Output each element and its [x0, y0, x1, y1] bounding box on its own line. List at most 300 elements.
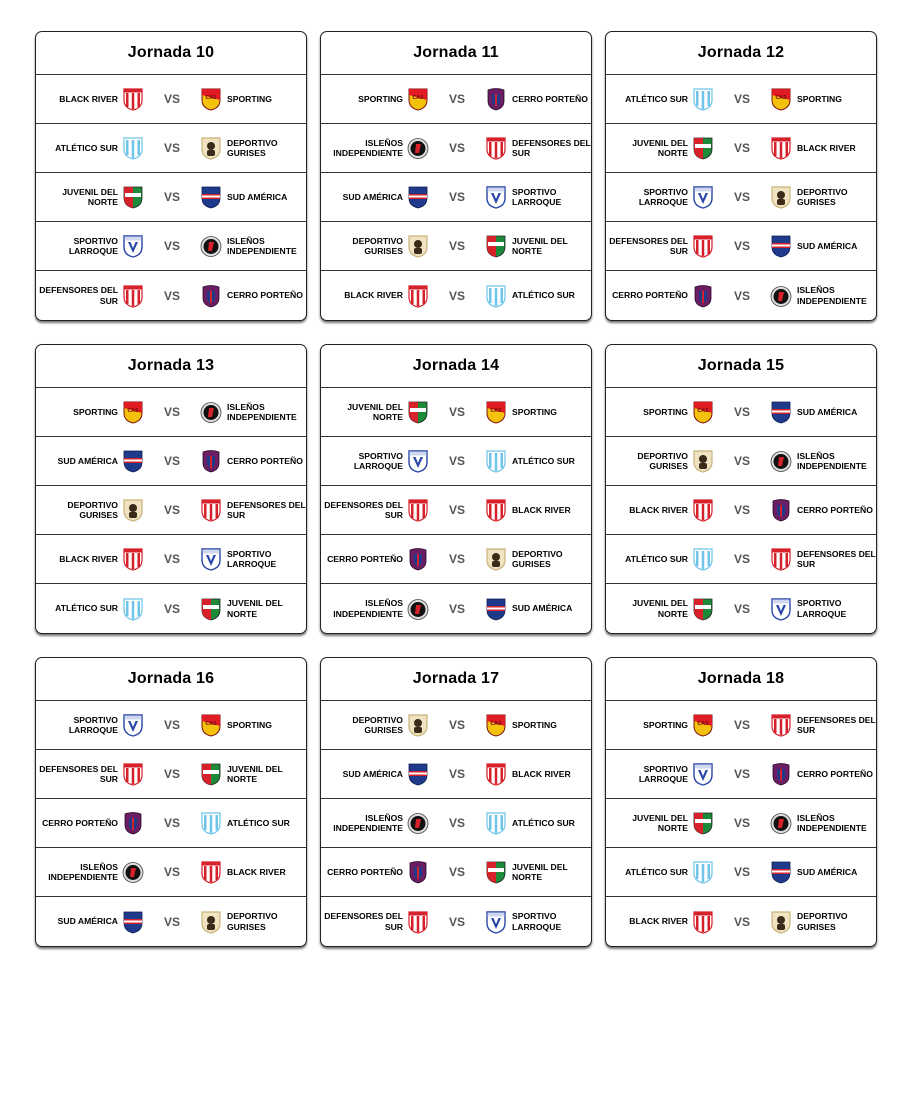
home-team-name: JUVENIL DEL NORTE	[632, 137, 688, 158]
away-team	[200, 498, 306, 522]
black-river-crest-icon	[200, 860, 222, 884]
vs-label: VS	[163, 239, 180, 253]
match-row	[606, 848, 876, 897]
atletico-sur-crest-icon	[122, 597, 144, 621]
defensores-del-sur-crest-icon	[770, 547, 792, 571]
away-team-name: DEPORTIVO GURISES	[227, 137, 278, 158]
away-team	[485, 597, 591, 621]
sud-america-crest-icon	[407, 762, 429, 786]
away-team-name: ATLÉTICO SUR	[512, 455, 575, 466]
away-team	[770, 860, 876, 884]
away-team-name: ISLEÑOS INDEPENDIENTE	[797, 812, 867, 833]
away-team-name: JUVENIL DEL NORTE	[512, 861, 568, 882]
away-team-name: BLACK RIVER	[512, 504, 571, 515]
vs-label: VS	[733, 239, 750, 253]
home-team	[606, 449, 714, 473]
home-team-name: SPORTIVO LARROQUE	[638, 186, 688, 207]
match-row	[321, 701, 591, 750]
black-river-crest-icon	[485, 498, 507, 522]
match-row	[321, 222, 591, 271]
home-team	[36, 185, 144, 209]
home-team-name: DEFENSORES DEL SUR	[39, 285, 118, 306]
vs-label: VS	[733, 190, 750, 204]
match-row	[606, 437, 876, 486]
away-team-name: SPORTIVO LARROQUE	[227, 548, 277, 569]
vs-label: VS	[448, 816, 465, 830]
jornada-title: Jornada 10	[36, 32, 306, 75]
juvenil-del-norte-crest-icon	[692, 597, 714, 621]
away-team-name: DEFENSORES DEL SUR	[512, 137, 591, 158]
home-team-name: DEPORTIVO GURISES	[352, 235, 403, 256]
match-row	[606, 173, 876, 222]
home-team-name: JUVENIL DEL NORTE	[347, 401, 403, 422]
home-team	[321, 87, 429, 111]
vs-label: VS	[163, 141, 180, 155]
cerro-porteno-crest-icon	[122, 811, 144, 835]
away-team-name: CERRO PORTEÑO	[227, 455, 303, 466]
home-team	[36, 860, 144, 884]
vs-label: VS	[163, 288, 180, 303]
away-team	[200, 811, 306, 835]
vs-label: VS	[163, 767, 180, 781]
home-team	[321, 910, 429, 934]
vs-label: VS	[163, 405, 180, 419]
defensores-del-sur-crest-icon	[485, 136, 507, 160]
vs-label: VS	[163, 92, 180, 106]
vs-label: VS	[448, 914, 465, 929]
away-team	[770, 498, 876, 522]
deportivo-gurises-crest-icon	[692, 449, 714, 473]
away-team	[485, 87, 591, 111]
vs-label: VS	[448, 865, 465, 879]
islenos-independiente-crest-icon	[770, 449, 792, 473]
cerro-porteno-crest-icon	[407, 547, 429, 571]
vs-label: VS	[163, 865, 180, 879]
svg-text:CAS: CAS	[490, 408, 502, 414]
away-team	[770, 185, 876, 209]
jornada-card	[35, 31, 307, 321]
cerro-porteno-crest-icon	[200, 449, 222, 473]
cerro-porteno-crest-icon	[407, 860, 429, 884]
away-team-name: CERRO PORTEÑO	[512, 93, 588, 104]
match-row	[606, 750, 876, 799]
match-row	[36, 701, 306, 750]
away-team-name: SPORTIVO LARROQUE	[512, 911, 562, 932]
away-team	[485, 547, 591, 571]
sud-america-crest-icon	[770, 860, 792, 884]
away-team	[485, 860, 591, 884]
jornada-title: Jornada 15	[606, 345, 876, 388]
sportivo-larroque-crest-icon	[485, 910, 507, 934]
sporting-crest-icon	[407, 87, 429, 111]
deportivo-gurises-crest-icon	[200, 910, 222, 934]
home-team	[36, 284, 144, 308]
sud-america-crest-icon	[770, 234, 792, 258]
jornada-card	[35, 657, 307, 947]
match-row	[36, 271, 306, 320]
away-team-name: DEPORTIVO GURISES	[227, 911, 278, 932]
match-row	[321, 799, 591, 848]
sporting-crest-icon	[692, 713, 714, 737]
sportivo-larroque-crest-icon	[407, 449, 429, 473]
away-team	[770, 400, 876, 424]
vs-label: VS	[448, 190, 465, 204]
match-row	[606, 799, 876, 848]
sud-america-crest-icon	[407, 185, 429, 209]
vs-label: VS	[733, 92, 750, 106]
match-row	[606, 222, 876, 271]
home-team	[606, 185, 714, 209]
home-team	[321, 811, 429, 835]
black-river-crest-icon	[692, 498, 714, 522]
islenos-independiente-crest-icon	[770, 811, 792, 835]
sporting-crest-icon	[485, 400, 507, 424]
jornada-card	[605, 31, 877, 321]
away-team	[200, 547, 306, 571]
jornada-title: Jornada 14	[321, 345, 591, 388]
away-team-name: DEFENSORES DEL SUR	[797, 548, 876, 569]
vs-label: VS	[733, 552, 750, 566]
home-team	[606, 713, 714, 737]
away-team	[485, 136, 591, 160]
sud-america-crest-icon	[122, 449, 144, 473]
jornada-title: Jornada 12	[606, 32, 876, 75]
away-team	[485, 910, 591, 934]
match-row	[36, 486, 306, 535]
jornada-card	[605, 657, 877, 947]
away-team	[770, 284, 876, 308]
sporting-crest-icon	[200, 87, 222, 111]
away-team	[770, 713, 876, 737]
match-row	[606, 535, 876, 584]
vs-label: VS	[733, 141, 750, 155]
juvenil-del-norte-crest-icon	[485, 860, 507, 884]
away-team-name: ATLÉTICO SUR	[227, 817, 290, 828]
home-team-name: BLACK RIVER	[629, 504, 688, 515]
home-team-name: CERRO PORTEÑO	[42, 817, 118, 828]
home-team	[36, 234, 144, 258]
home-team-name: SPORTIVO LARROQUE	[353, 450, 403, 471]
sportivo-larroque-crest-icon	[200, 547, 222, 571]
away-team-name: SPORTIVO LARROQUE	[797, 598, 847, 619]
home-team-name: SUD AMÉRICA	[57, 916, 118, 927]
islenos-independiente-crest-icon	[200, 234, 222, 258]
sportivo-larroque-crest-icon	[122, 713, 144, 737]
vs-label: VS	[733, 288, 750, 303]
juvenil-del-norte-crest-icon	[692, 136, 714, 160]
home-team-name: SPORTING	[73, 406, 118, 417]
home-team	[321, 547, 429, 571]
away-team	[770, 597, 876, 621]
jornada-card	[320, 31, 592, 321]
home-team-name: SPORTING	[643, 406, 688, 417]
defensores-del-sur-crest-icon	[122, 762, 144, 786]
home-team	[36, 762, 144, 786]
cerro-porteno-crest-icon	[200, 284, 222, 308]
svg-text:CAS: CAS	[697, 408, 709, 414]
home-team-name: SPORTING	[643, 719, 688, 730]
black-river-crest-icon	[770, 136, 792, 160]
home-team-name: ATLÉTICO SUR	[55, 142, 118, 153]
jornada-card	[320, 657, 592, 947]
islenos-independiente-crest-icon	[407, 811, 429, 835]
vs-label: VS	[733, 914, 750, 929]
home-team	[606, 284, 714, 308]
home-team-name: SUD AMÉRICA	[57, 455, 118, 466]
away-team-name: ISLEÑOS INDEPENDIENTE	[797, 450, 867, 471]
match-row	[606, 124, 876, 173]
away-team	[770, 136, 876, 160]
svg-text:CAS: CAS	[775, 95, 787, 101]
jornada-title: Jornada 11	[321, 32, 591, 75]
svg-text:CAS: CAS	[490, 721, 502, 727]
black-river-crest-icon	[407, 284, 429, 308]
home-team-name: SUD AMÉRICA	[342, 191, 403, 202]
jornada-title: Jornada 18	[606, 658, 876, 701]
jornada-card	[605, 344, 877, 634]
home-team	[321, 234, 429, 258]
away-team-name: JUVENIL DEL NORTE	[227, 598, 283, 619]
match-row	[606, 388, 876, 437]
home-team-name: DEFENSORES DEL SUR	[39, 763, 118, 784]
home-team	[321, 284, 429, 308]
away-team-name: SUD AMÉRICA	[512, 603, 573, 614]
away-team-name: SPORTING	[797, 93, 842, 104]
match-row	[321, 388, 591, 437]
away-team-name: ISLEÑOS INDEPENDIENTE	[227, 235, 297, 256]
away-team	[770, 547, 876, 571]
away-team	[200, 449, 306, 473]
away-team-name: SUD AMÉRICA	[797, 406, 858, 417]
defensores-del-sur-crest-icon	[692, 234, 714, 258]
away-team	[200, 185, 306, 209]
vs-label: VS	[448, 288, 465, 303]
islenos-independiente-crest-icon	[407, 597, 429, 621]
match-row	[36, 124, 306, 173]
atletico-sur-crest-icon	[200, 811, 222, 835]
home-team	[321, 449, 429, 473]
away-team-name: DEPORTIVO GURISES	[797, 911, 848, 932]
vs-label: VS	[733, 503, 750, 517]
vs-label: VS	[163, 816, 180, 830]
vs-label: VS	[163, 718, 180, 732]
svg-text:CAS: CAS	[412, 95, 424, 101]
home-team	[606, 547, 714, 571]
away-team	[485, 449, 591, 473]
home-team	[36, 713, 144, 737]
home-team	[606, 597, 714, 621]
sportivo-larroque-crest-icon	[692, 185, 714, 209]
away-team-name: ISLEÑOS INDEPENDIENTE	[227, 401, 297, 422]
vs-label: VS	[448, 239, 465, 253]
away-team	[485, 762, 591, 786]
match-row	[606, 75, 876, 124]
home-team	[36, 87, 144, 111]
vs-label: VS	[448, 503, 465, 517]
vs-label: VS	[163, 601, 180, 616]
vs-label: VS	[448, 552, 465, 566]
match-row	[321, 173, 591, 222]
home-team-name: BLACK RIVER	[344, 290, 403, 301]
away-team	[770, 762, 876, 786]
match-row	[321, 897, 591, 946]
jornada-title: Jornada 13	[36, 345, 306, 388]
home-team-name: JUVENIL DEL NORTE	[632, 812, 688, 833]
away-team-name: SUD AMÉRICA	[797, 240, 858, 251]
black-river-crest-icon	[122, 87, 144, 111]
away-team	[485, 284, 591, 308]
away-team	[200, 860, 306, 884]
sportivo-larroque-crest-icon	[485, 185, 507, 209]
vs-label: VS	[733, 718, 750, 732]
home-team-name: ATLÉTICO SUR	[625, 93, 688, 104]
away-team	[200, 910, 306, 934]
home-team	[36, 400, 144, 424]
away-team-name: ATLÉTICO SUR	[512, 290, 575, 301]
juvenil-del-norte-crest-icon	[692, 811, 714, 835]
atletico-sur-crest-icon	[692, 860, 714, 884]
home-team-name: ISLEÑOS INDEPENDIENTE	[48, 861, 118, 882]
away-team-name: ATLÉTICO SUR	[512, 817, 575, 828]
jornada-card	[320, 344, 592, 634]
away-team	[200, 136, 306, 160]
sud-america-crest-icon	[485, 597, 507, 621]
defensores-del-sur-crest-icon	[407, 498, 429, 522]
home-team	[36, 811, 144, 835]
home-team	[36, 498, 144, 522]
home-team	[321, 762, 429, 786]
away-team-name: CERRO PORTEÑO	[797, 768, 873, 779]
sporting-crest-icon	[485, 713, 507, 737]
vs-label: VS	[163, 552, 180, 566]
away-team	[485, 234, 591, 258]
away-team-name: JUVENIL DEL NORTE	[227, 763, 283, 784]
match-row	[321, 437, 591, 486]
atletico-sur-crest-icon	[692, 87, 714, 111]
away-team	[770, 87, 876, 111]
islenos-independiente-crest-icon	[122, 860, 144, 884]
sud-america-crest-icon	[122, 910, 144, 934]
islenos-independiente-crest-icon	[200, 400, 222, 424]
home-team-name: BLACK RIVER	[629, 916, 688, 927]
home-team-name: SPORTIVO LARROQUE	[638, 763, 688, 784]
home-team	[321, 185, 429, 209]
home-team	[321, 713, 429, 737]
sportivo-larroque-crest-icon	[692, 762, 714, 786]
vs-label: VS	[163, 190, 180, 204]
away-team-name: CERRO PORTEÑO	[227, 290, 303, 301]
match-row	[36, 897, 306, 946]
home-team-name: DEFENSORES DEL SUR	[609, 235, 688, 256]
away-team-name: SUD AMÉRICA	[797, 866, 858, 877]
jornada-title: Jornada 16	[36, 658, 306, 701]
sportivo-larroque-crest-icon	[770, 597, 792, 621]
juvenil-del-norte-crest-icon	[200, 762, 222, 786]
cerro-porteno-crest-icon	[485, 87, 507, 111]
match-row	[606, 897, 876, 946]
home-team	[36, 547, 144, 571]
match-row	[321, 124, 591, 173]
atletico-sur-crest-icon	[485, 449, 507, 473]
match-row	[36, 848, 306, 897]
juvenil-del-norte-crest-icon	[200, 597, 222, 621]
home-team-name: BLACK RIVER	[59, 553, 118, 564]
home-team-name: SUD AMÉRICA	[342, 768, 403, 779]
vs-label: VS	[733, 405, 750, 419]
match-row	[606, 701, 876, 750]
home-team-name: ISLEÑOS INDEPENDIENTE	[333, 598, 403, 619]
away-team-name: SPORTING	[227, 719, 272, 730]
home-team-name: DEFENSORES DEL SUR	[324, 911, 403, 932]
away-team	[200, 597, 306, 621]
home-team-name: ATLÉTICO SUR	[625, 553, 688, 564]
away-team-name: SUD AMÉRICA	[227, 191, 288, 202]
svg-text:CAS: CAS	[697, 721, 709, 727]
match-row	[321, 535, 591, 584]
away-team-name: BLACK RIVER	[227, 866, 286, 877]
vs-label: VS	[163, 503, 180, 517]
away-team	[770, 234, 876, 258]
black-river-crest-icon	[692, 910, 714, 934]
deportivo-gurises-crest-icon	[407, 713, 429, 737]
home-team	[606, 860, 714, 884]
deportivo-gurises-crest-icon	[200, 136, 222, 160]
away-team	[200, 400, 306, 424]
home-team-name: JUVENIL DEL NORTE	[62, 186, 118, 207]
vs-label: VS	[733, 601, 750, 616]
home-team-name: BLACK RIVER	[59, 93, 118, 104]
home-team-name: CERRO PORTEÑO	[612, 290, 688, 301]
away-team	[770, 811, 876, 835]
home-team	[606, 234, 714, 258]
sporting-crest-icon	[122, 400, 144, 424]
svg-text:CAS: CAS	[205, 95, 217, 101]
home-team-name: SPORTIVO LARROQUE	[68, 714, 118, 735]
vs-label: VS	[733, 816, 750, 830]
vs-label: VS	[448, 767, 465, 781]
away-team	[200, 713, 306, 737]
atletico-sur-crest-icon	[485, 284, 507, 308]
home-team	[606, 762, 714, 786]
home-team-name: ATLÉTICO SUR	[625, 866, 688, 877]
cerro-porteno-crest-icon	[770, 498, 792, 522]
atletico-sur-crest-icon	[485, 811, 507, 835]
home-team-name: DEPORTIVO GURISES	[352, 714, 403, 735]
away-team-name: DEPORTIVO GURISES	[512, 548, 563, 569]
match-row	[36, 437, 306, 486]
away-team-name: DEFENSORES DEL SUR	[227, 499, 306, 520]
home-team	[36, 449, 144, 473]
away-team	[485, 713, 591, 737]
away-team	[200, 87, 306, 111]
match-row	[36, 388, 306, 437]
svg-text:CAS: CAS	[205, 721, 217, 727]
juvenil-del-norte-crest-icon	[122, 185, 144, 209]
sporting-crest-icon	[692, 400, 714, 424]
black-river-crest-icon	[122, 547, 144, 571]
home-team	[321, 860, 429, 884]
match-row	[321, 271, 591, 320]
home-team-name: ISLEÑOS INDEPENDIENTE	[333, 137, 403, 158]
home-team-name: CERRO PORTEÑO	[327, 553, 403, 564]
home-team-name: JUVENIL DEL NORTE	[632, 598, 688, 619]
sud-america-crest-icon	[770, 400, 792, 424]
vs-label: VS	[448, 718, 465, 732]
vs-label: VS	[163, 454, 180, 468]
away-team	[200, 284, 306, 308]
home-team	[606, 400, 714, 424]
defensores-del-sur-crest-icon	[770, 713, 792, 737]
